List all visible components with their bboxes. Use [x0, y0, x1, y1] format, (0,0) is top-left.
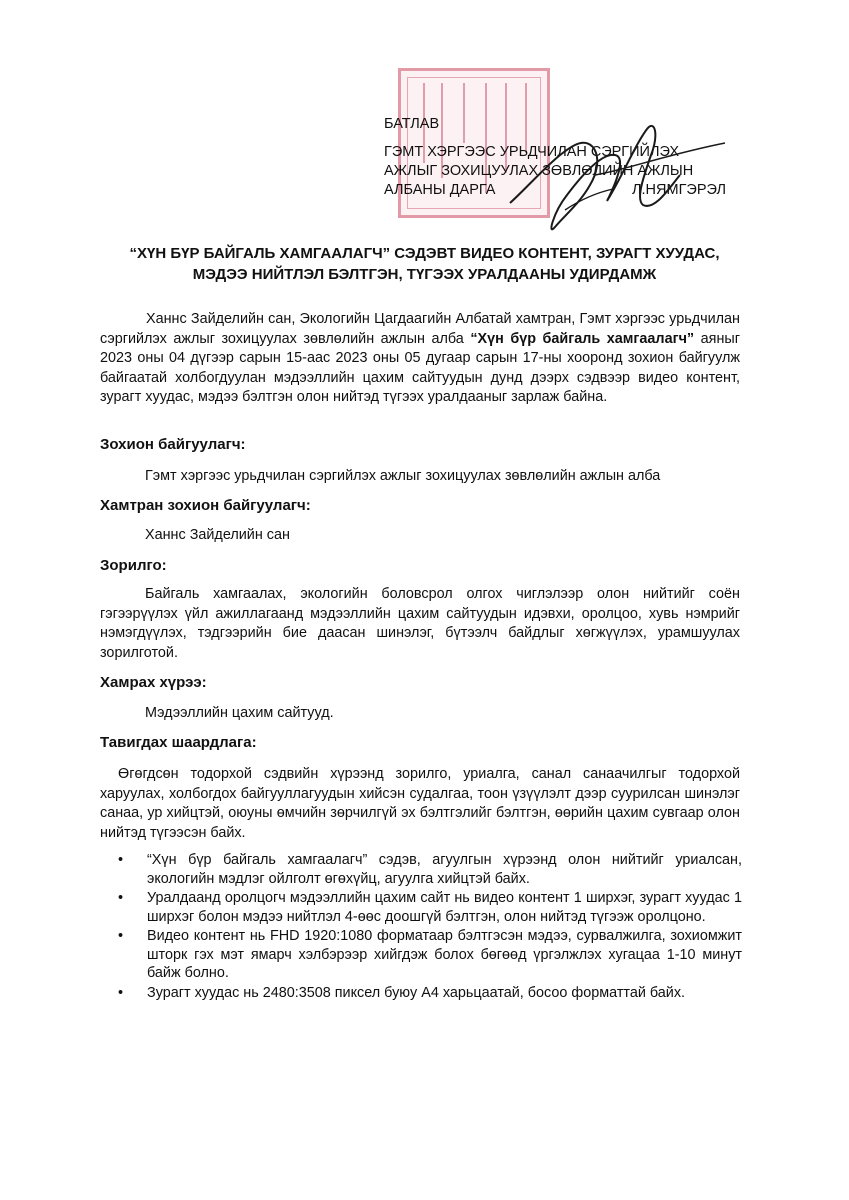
- bullet-icon: •: [118, 890, 124, 906]
- document-title: [0, 243, 849, 285]
- intro-paragraph: [100, 310, 740, 408]
- requirement-item: [100, 851, 742, 888]
- requirement-text: “Хүн бүр байгаль хамгаалагч” сэдэв, агуулгын хүрээнд олон нийтийг уриалсан, экологийн мэдлэг ойлголт өгөхүйц, агуулга хийцтэй байх.: [147, 852, 742, 887]
- intro-text: Ханнс Зайделийн сан, Экологийн Цагдаагийн Албатай хамтран, Гэмт хэргээс урьдчилан сэргийлэх ажлыг зохицуулах зөвлөлийн ажлын алба: [100, 311, 740, 347]
- organizer-text: Гэмт хэргээс урьдчилан сэргийлэх ажлыг зохицуулах зөвлөлийн ажлын алба: [145, 468, 661, 484]
- co-organizer-heading: Хамтран зохион байгуулагч:: [100, 497, 311, 514]
- bullet-icon: •: [118, 984, 124, 1001]
- intro-text-cont: аяныг 2023 оны 04 дүгээр сарын 15-аас 2023 оны 05 дугаар сарын 17-ны хооронд зохион байгуулж байгаатай холбогдуулан мэдээллийн цахим сайтуудын дунд дээрх сэдвээр видео контент, зурагт хуудас, мэдээ бэлтгэн олон нийтэд түгээх уралдааныг зарлаж байна.: [100, 330, 740, 405]
- requirement-item: [100, 984, 742, 1003]
- approval-label: БАТЛАВ: [384, 116, 440, 132]
- scope-heading: Хамрах хүрээ:: [100, 674, 207, 691]
- bullet-icon: •: [118, 852, 124, 868]
- approval-line-3: АЛБАНЫ ДАРГА: [384, 182, 496, 198]
- goal-heading: Зорилго:: [100, 557, 167, 574]
- approval-line-2: АЖЛЫГ ЗОХИЦУУЛАХ ЗӨВЛӨЛИЙН АЖЛЫН: [384, 163, 694, 179]
- title-line-2: МЭДЭЭ НИЙТЛЭЛ БЭЛТГЭН, ТҮГЭЭХ УРАЛДААНЫ УДИРДАМЖ: [192, 266, 657, 283]
- requirements-text: Өгөгдсөн тодорхой сэдвийн хүрээнд зорилго, уриалга, санал санаачилгыг тодорхой харуулах, холбогдох байгууллагуудын хийсэн судалгаа, тоон үзүүлэлт дээр суурилсан шинэлэг санаа, ур хийцтэй, оюуны өмчийн зөрчилгүй эх бэлтгэлийг бэлтгэн, өөрийн цахим сувгаар олон нийтэд түгээсэн байх.: [100, 766, 740, 841]
- approver-name: Л.НЯМГЭРЭЛ: [632, 182, 726, 198]
- requirements-heading: Тавигдах шаардлага:: [100, 734, 257, 751]
- requirement-text: Видео контент нь FHD 1920:1080 форматаар бэлтгэсэн мэдээ, сурвалжилга, зохиомжит шторк гэх мэт ямарч хэлбэрээр хийгдэж болох бөгөөд үргэлжлэх хугацаа 1-10 минут байж болно.: [147, 928, 742, 981]
- signature: [495, 115, 735, 240]
- bullet-icon: •: [118, 928, 124, 944]
- requirement-item: [100, 889, 742, 926]
- approval-line-1: ГЭМТ ХЭРГЭЭС УРЬДЧИЛАН СЭРГИЙЛЭХ: [384, 144, 680, 160]
- campaign-name: “Хүн бүр байгаль хамгаалагч”: [470, 330, 695, 347]
- co-organizer-text: Ханнс Зайделийн сан: [145, 527, 290, 543]
- requirement-item: [100, 927, 742, 983]
- requirement-text: Зурагт хуудас нь 2480:3508 пиксел буюу А4 харьцаатай, босоо форматтай байх.: [147, 984, 686, 1001]
- requirements-list: [100, 851, 742, 1003]
- scope-text: Мэдээллийн цахим сайтууд.: [145, 705, 334, 721]
- requirement-text: Уралдаанд оролцогч мэдээллийн цахим сайт нь видео контент 1 ширхэг, зурагт хуудас 1 ширхэг болон мэдээ нийтлэл 4-өөс доошгүй бэлтгэн, олон нийтэд түгээж оролцоно.: [147, 890, 742, 925]
- goal-text: Байгаль хамгаалах, экологийн боловсрол олгох чиглэлээр олон нийтийг соён гэгээрүүлэх үйл ажиллагаанд мэдээллийн цахим сайтуудын идэвхи, оролцоо, хувь нэмрийг нэмэгдүүлэх, тэдгээрийн бие даасан шинэлэг, бүтээлч байдлыг хөгжүүлэх, урамшуулах зорилготой.: [100, 586, 740, 661]
- organizer-heading: Зохион байгуулагч:: [100, 436, 246, 453]
- title-line-1: “ХҮН БҮР БАЙГАЛЬ ХАМГААЛАГЧ” СЭДЭВТ ВИДЕО КОНТЕНТ, ЗУРАГТ ХУУДАС,: [129, 245, 720, 262]
